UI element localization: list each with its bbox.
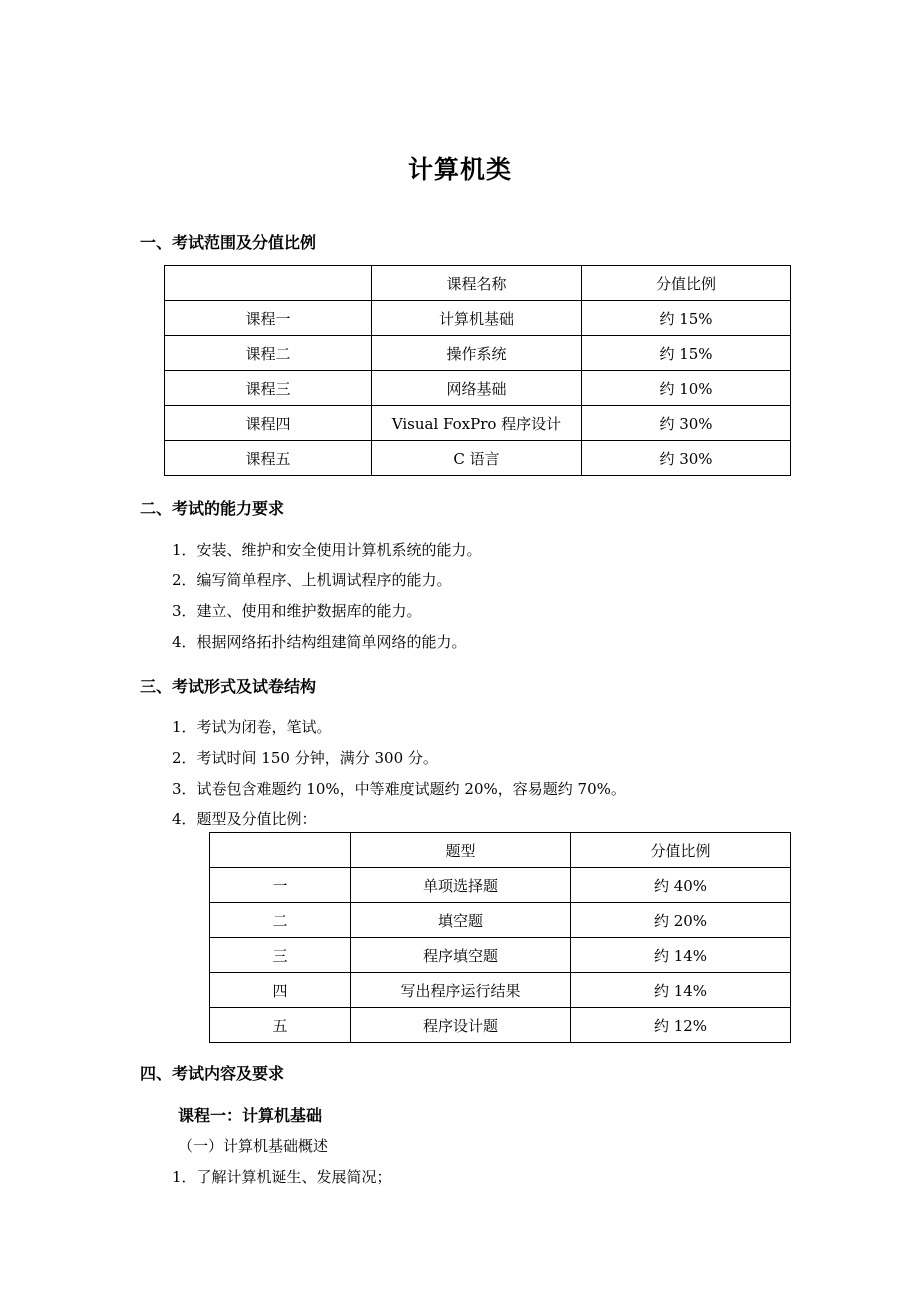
table-header-row [165,266,791,301]
table-cell: 写出程序运行结果 [351,973,571,1008]
page-title: 计算机类 [407,155,512,184]
table-cell: 计算机基础 [372,301,582,336]
table-cell: 约 40% [571,868,791,903]
section-heading-1: 一、考试范围及分值比例 [140,233,317,252]
table-row [165,336,791,371]
score-range-table [164,265,791,476]
table-row [165,441,791,476]
question-type-table [209,832,791,1043]
table-cell: 约 10% [582,371,791,406]
table-header-cell [165,266,372,301]
table-cell: 程序填空题 [351,938,571,973]
table-cell: 约 30% [582,406,791,441]
table-cell: 约 20% [571,903,791,938]
table-cell: 课程一 [165,301,372,336]
list-item: 2．考试时间 150 分钟，满分 300 分。 [172,749,438,767]
table-row [165,406,791,441]
table-row [210,973,791,1008]
table-header-cell: 分值比例 [571,833,791,868]
table-cell: 课程三 [165,371,372,406]
section-heading-4: 四、考试内容及要求 [140,1064,285,1083]
table-cell: 五 [210,1008,351,1043]
table-row [210,1008,791,1043]
section-heading-3: 三、考试形式及试卷结构 [140,677,317,696]
section-heading-2: 二、考试的能力要求 [140,499,285,518]
table-header-cell [210,833,351,868]
table-header-cell: 分值比例 [582,266,791,301]
list-item: 2．编写简单程序、上机调试程序的能力。 [172,571,452,589]
table-cell: 约 14% [571,973,791,1008]
table-cell: C 语言 [372,441,582,476]
table-cell: 四 [210,973,351,1008]
table-cell: 约 12% [571,1008,791,1043]
table-cell: 操作系统 [372,336,582,371]
table-header-row [210,833,791,868]
table-cell: 单项选择题 [351,868,571,903]
table-cell: 三 [210,938,351,973]
table-cell: 程序设计题 [351,1008,571,1043]
table-row [165,371,791,406]
list-item: 4．根据网络拓扑结构组建简单网络的能力。 [172,633,467,651]
table-cell: 填空题 [351,903,571,938]
table-cell: 网络基础 [372,371,582,406]
list-item: 3．试卷包含难题约 10%，中等难度试题约 20%，容易题约 70%。 [172,780,626,798]
table-cell: Visual FoxPro 程序设计 [372,406,582,441]
table-cell: 二 [210,903,351,938]
table-row [210,868,791,903]
subsection-heading: （一）计算机基础概述 [178,1137,329,1155]
table-cell: 约 30% [582,441,791,476]
list-item: 1．考试为闭卷，笔试。 [172,718,332,736]
table-row [210,903,791,938]
table-cell: 约 14% [571,938,791,973]
table-cell: 课程二 [165,336,372,371]
table-row [165,301,791,336]
table-row [210,938,791,973]
table-cell: 课程五 [165,441,372,476]
table-cell: 一 [210,868,351,903]
table-cell: 课程四 [165,406,372,441]
list-item: 1．安装、维护和安全使用计算机系统的能力。 [172,541,482,559]
table-cell: 约 15% [582,301,791,336]
list-item: 4．题型及分值比例： [172,810,317,828]
table-header-cell: 课程名称 [372,266,582,301]
table-header-cell: 题型 [351,833,571,868]
list-item: 1．了解计算机诞生、发展简况； [172,1168,392,1186]
course-heading: 课程一：计算机基础 [178,1106,323,1125]
table-cell: 约 15% [582,336,791,371]
list-item: 3．建立、使用和维护数据库的能力。 [172,602,422,620]
